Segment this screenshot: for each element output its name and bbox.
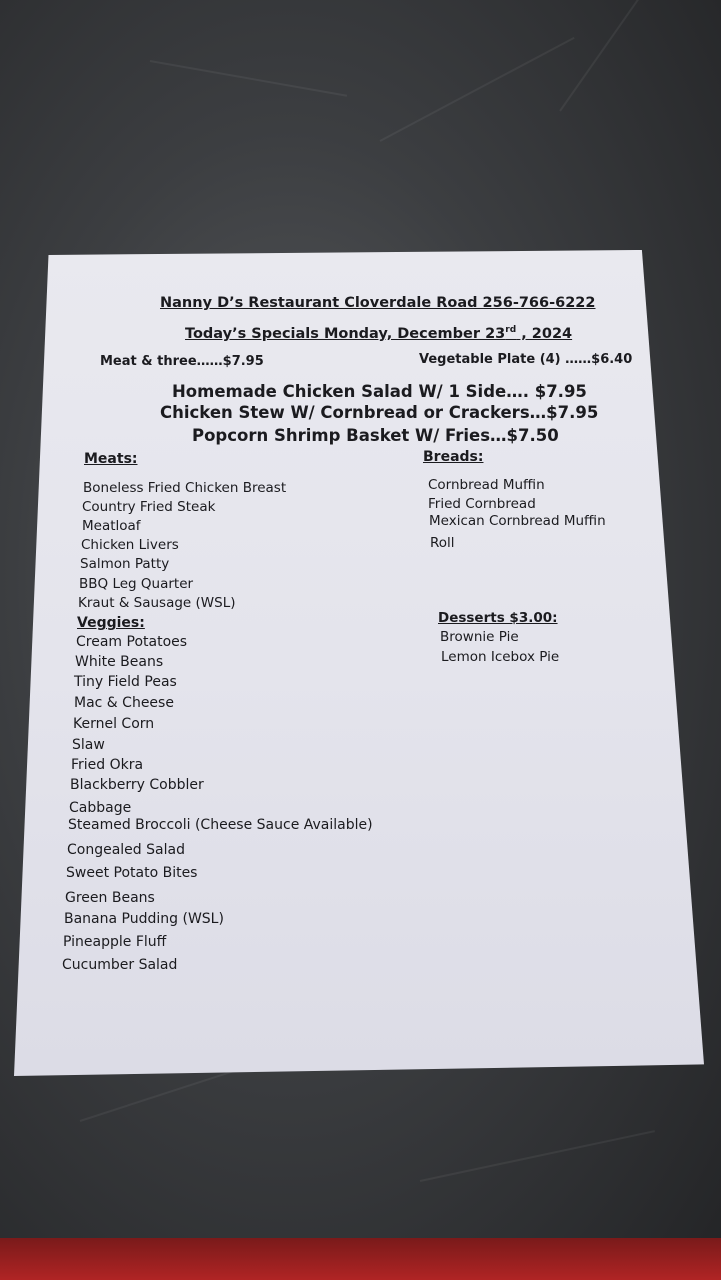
menu-item: Chicken Livers [81, 537, 179, 553]
special-item: Chicken Stew W/ Cornbread or Crackers…$7.95 [160, 403, 599, 422]
menu-item: Mexican Cornbread Muffin [429, 513, 606, 529]
menu-item: Pineapple Fluff [63, 934, 167, 950]
menu-item: Congealed Salad [67, 842, 185, 858]
menu-item: Lemon Icebox Pie [441, 649, 560, 665]
vegetable-plate-price: Vegetable Plate (4) ……$6.40 [419, 352, 633, 367]
menu-item: Cabbage [69, 800, 132, 816]
menu-item: Kernel Corn [73, 716, 155, 732]
menu-item: Cornbread Muffin [428, 477, 545, 493]
restaurant-header: Nanny D’s Restaurant Cloverdale Road 256-766-6222 [160, 295, 596, 311]
menu-item: BBQ Leg Quarter [79, 576, 194, 592]
meat-three-price: Meat & three……$7.95 [100, 354, 264, 369]
menu-item: Fried Cornbread [428, 496, 536, 512]
menu-item: Country Fried Steak [82, 499, 216, 515]
menu-item: Meatloaf [82, 518, 141, 534]
menu-item: Mac & Cheese [74, 695, 174, 711]
desserts-heading: Desserts $3.00: [438, 610, 558, 626]
menu-item: Boneless Fried Chicken Breast [83, 480, 287, 496]
menu-item: Slaw [72, 737, 105, 753]
menu-item: Steamed Broccoli (Cheese Sauce Available) [68, 817, 373, 833]
menu-item: White Beans [75, 654, 164, 670]
special-item: Homemade Chicken Salad W/ 1 Side…. $7.95 [172, 382, 587, 401]
menu-item: Blackberry Cobbler [70, 777, 204, 793]
menu-item: Cream Potatoes [76, 634, 188, 650]
menu-item: Kraut & Sausage (WSL) [78, 595, 236, 611]
menu-item: Salmon Patty [80, 556, 170, 572]
breads-heading: Breads: [423, 449, 484, 465]
menu-item: Cucumber Salad [62, 957, 178, 973]
veggies-heading: Veggies: [77, 615, 145, 631]
menu-item: Roll [430, 535, 455, 551]
menu-item: Banana Pudding (WSL) [64, 911, 224, 927]
menu-item: Fried Okra [71, 757, 144, 773]
menu-item: Sweet Potato Bites [66, 865, 198, 881]
menu-item: Brownie Pie [440, 629, 519, 645]
menu-item: Green Beans [65, 890, 155, 906]
special-item: Popcorn Shrimp Basket W/ Fries…$7.50 [192, 426, 559, 445]
specials-title: Today’s Specials Monday, December 23rd , 2024 [185, 325, 573, 342]
menu-item: Tiny Field Peas [74, 674, 177, 690]
meats-heading: Meats: [84, 451, 138, 467]
red-cloth [0, 1238, 721, 1280]
